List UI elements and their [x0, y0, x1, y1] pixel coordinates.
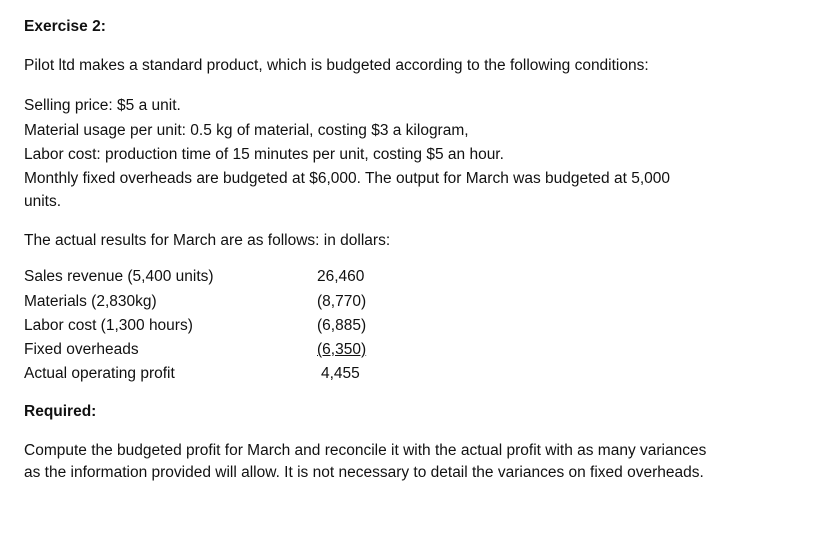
condition-material-usage: Material usage per unit: 0.5 kg of material, costing $3 a kilogram,	[24, 122, 469, 139]
row-amount: (6,350)	[317, 341, 367, 358]
required-text-line-2: as the information provided will allow. It is not necessary to detail the variances on fixed overheads.	[24, 464, 704, 481]
row-amount: (8,770)	[317, 293, 367, 310]
table-row	[24, 340, 424, 360]
required-heading: Required:	[24, 403, 97, 420]
row-label: Fixed overheads	[24, 341, 139, 358]
table-row	[24, 316, 424, 336]
row-label: Actual operating profit	[24, 365, 175, 382]
row-amount: (6,885)	[317, 317, 367, 334]
row-label: Sales revenue (5,400 units)	[24, 268, 214, 285]
table-row	[24, 267, 424, 287]
condition-units: units.	[24, 193, 62, 210]
row-label: Labor cost (1,300 hours)	[24, 317, 193, 334]
row-amount: 4,455	[321, 365, 360, 382]
required-text-line-1: Compute the budgeted profit for March and reconcile it with the actual profit with as many variances	[24, 442, 707, 459]
actual-results-intro: The actual results for March are as follows: in dollars:	[24, 232, 391, 249]
condition-labor-cost: Labor cost: production time of 15 minutes per unit, costing $5 an hour.	[24, 146, 504, 163]
row-label: Materials (2,830kg)	[24, 293, 157, 310]
condition-selling-price: Selling price: $5 a unit.	[24, 97, 181, 114]
row-amount: 26,460	[317, 268, 365, 285]
table-row	[24, 364, 424, 384]
table-row	[24, 292, 424, 312]
condition-fixed-overheads: Monthly fixed overheads are budgeted at $6,000. The output for March was budgeted at 5,000	[24, 170, 670, 187]
intro-text: Pilot ltd makes a standard product, which is budgeted according to the following conditions:	[24, 57, 649, 74]
exercise-title: Exercise 2:	[24, 18, 106, 35]
